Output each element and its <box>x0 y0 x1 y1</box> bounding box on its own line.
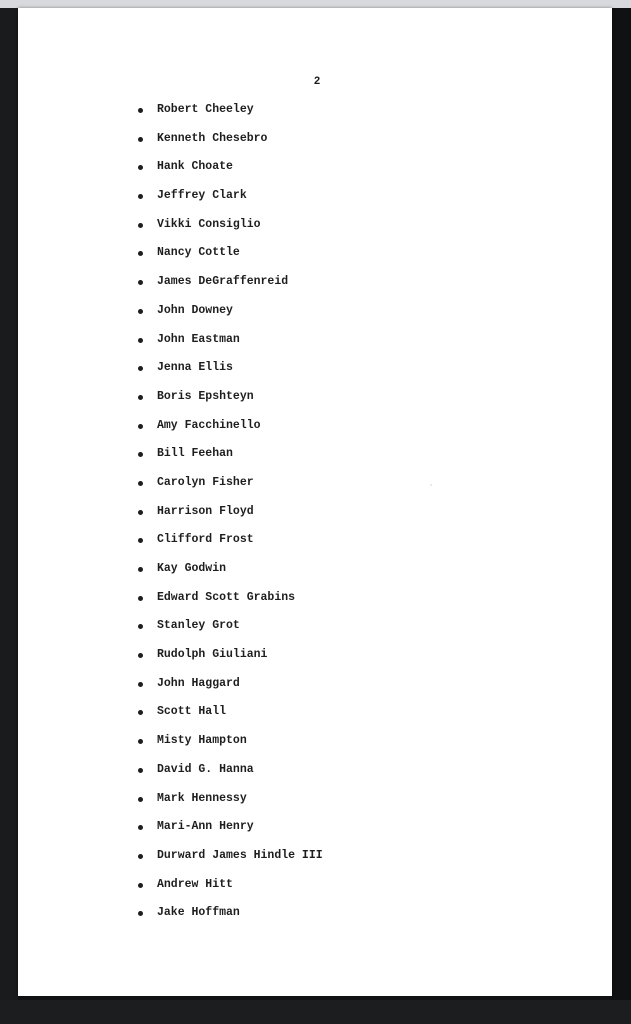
list-item <box>138 274 323 303</box>
list-item <box>138 618 323 647</box>
list-item <box>138 159 323 188</box>
background-left-edge <box>0 0 18 1024</box>
list-item <box>138 590 323 619</box>
bullet-icon <box>138 452 143 457</box>
bullet-icon <box>138 538 143 543</box>
bullet-icon <box>138 510 143 515</box>
bullet-icon <box>138 653 143 658</box>
list-item <box>138 389 323 418</box>
list-item <box>138 504 323 533</box>
list-item <box>138 905 323 934</box>
list-item-text: Carolyn Fisher <box>157 475 254 489</box>
list-item <box>138 446 323 475</box>
bullet-icon <box>138 165 143 170</box>
list-item <box>138 245 323 274</box>
background-right-edge <box>612 0 631 1024</box>
bullet-icon <box>138 395 143 400</box>
list-item <box>138 561 323 590</box>
bullet-icon <box>138 567 143 572</box>
list-item <box>138 102 323 131</box>
document-page <box>18 8 612 996</box>
list-item-text: Jake Hoffman <box>157 906 240 920</box>
background-bottom-edge <box>0 1000 631 1024</box>
list-item-text: Edward Scott Grabins <box>157 590 296 604</box>
bullet-icon <box>138 883 143 888</box>
bullet-icon <box>138 825 143 830</box>
list-item <box>138 217 323 246</box>
bullet-icon <box>138 251 143 256</box>
list-item-text: Vikki Consiglio <box>157 217 261 231</box>
list-item <box>138 532 323 561</box>
list-item-text: Boris Epshteyn <box>157 389 254 403</box>
bullet-icon <box>138 854 143 859</box>
list-item <box>138 791 323 820</box>
list-item <box>138 676 323 705</box>
bullet-icon <box>138 309 143 314</box>
list-item <box>138 360 323 389</box>
bullet-icon <box>138 768 143 773</box>
list-item <box>138 475 323 504</box>
list-item-text: Misty Hampton <box>157 734 247 748</box>
list-item-text: Mari-Ann Henry <box>157 820 254 834</box>
list-item-text: John Haggard <box>157 676 240 690</box>
bullet-icon <box>138 338 143 343</box>
list-item-text: Rudolph Giuliani <box>157 648 268 662</box>
list-item <box>138 819 323 848</box>
list-item <box>138 647 323 676</box>
list-item-text: John Eastman <box>157 332 240 346</box>
bullet-icon <box>138 280 143 285</box>
previous-page-edge <box>0 0 631 8</box>
list-item-text: Bill Feehan <box>157 447 233 461</box>
list-item <box>138 733 323 762</box>
list-item <box>138 131 323 160</box>
list-item-text: Kenneth Chesebro <box>157 131 268 145</box>
list-item-text: John Downey <box>157 303 233 317</box>
bullet-icon <box>138 366 143 371</box>
name-list <box>138 102 323 934</box>
list-item-text: Scott Hall <box>157 705 227 719</box>
list-item <box>138 332 323 361</box>
bullet-icon <box>138 797 143 802</box>
bullet-icon <box>138 682 143 687</box>
list-item-text: Harrison Floyd <box>157 504 254 518</box>
list-item-text: Stanley Grot <box>157 619 240 633</box>
list-item <box>138 877 323 906</box>
list-item <box>138 762 323 791</box>
list-item-text: Kay Godwin <box>157 562 227 575</box>
list-item-text: Amy Facchinello <box>157 418 261 432</box>
list-item-text: Jeffrey Clark <box>157 189 247 203</box>
list-item-text: James DeGraffenreid <box>157 275 289 289</box>
bullet-icon <box>138 424 143 429</box>
list-item-text: Clifford Frost <box>157 533 254 547</box>
list-item <box>138 418 323 447</box>
bullet-icon <box>138 481 143 486</box>
bullet-icon <box>138 624 143 629</box>
list-item <box>138 188 323 217</box>
list-item <box>138 704 323 733</box>
list-item-text: Andrew Hitt <box>157 877 233 891</box>
bullet-icon <box>138 596 143 601</box>
bullet-icon <box>138 194 143 199</box>
list-item-text: Mark Hennessy <box>157 791 247 805</box>
list-item-text: Hank Choate <box>157 160 233 174</box>
list-item-text: David G. Hanna <box>157 762 254 776</box>
list-item-text: Jenna Ellis <box>157 361 233 375</box>
bullet-icon <box>138 739 143 744</box>
bullet-icon <box>138 137 143 142</box>
list-item-text: Durward James Hindle III <box>157 848 323 862</box>
bullet-icon <box>138 108 143 113</box>
list-item <box>138 848 323 877</box>
list-item-text: Robert Cheeley <box>157 103 254 116</box>
bullet-icon <box>138 223 143 228</box>
scan-speck <box>430 484 432 486</box>
bullet-icon <box>138 710 143 715</box>
list-item-text: Nancy Cottle <box>157 246 240 260</box>
page-number: 2 <box>313 76 321 88</box>
list-item <box>138 303 323 332</box>
bullet-icon <box>138 911 143 916</box>
